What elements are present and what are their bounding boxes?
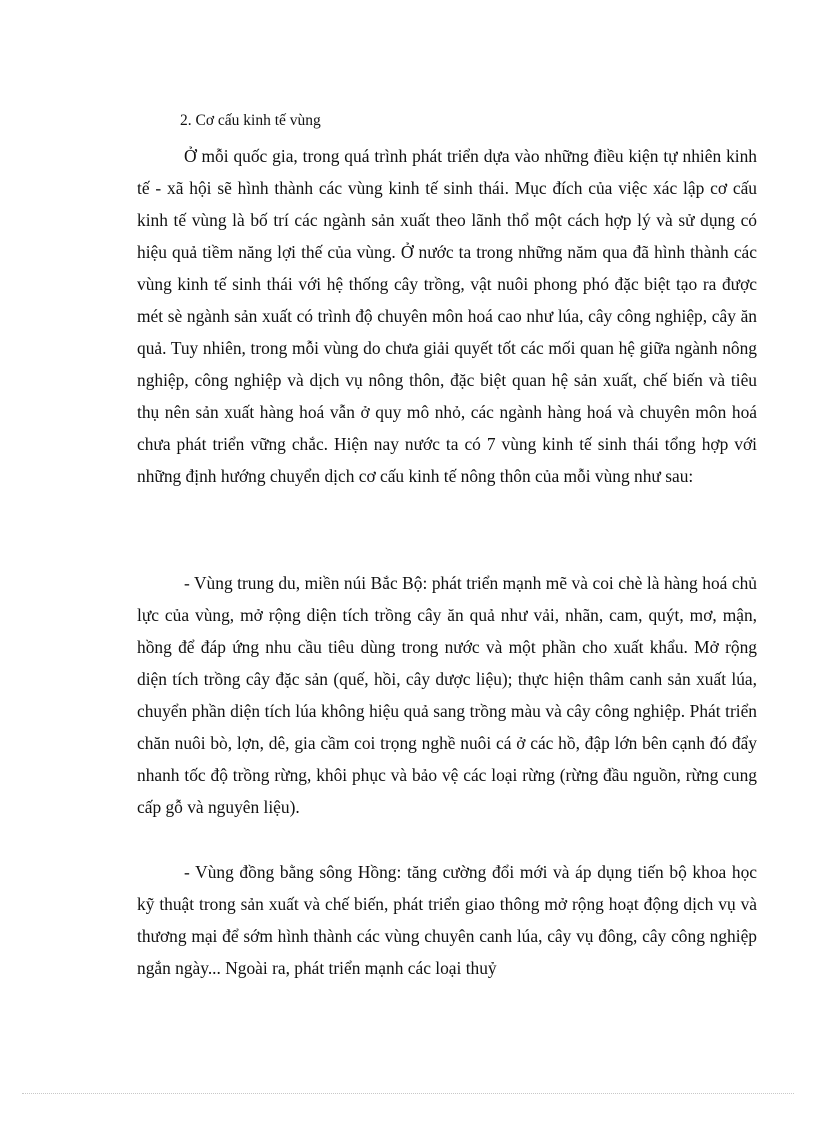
page-bottom-divider [22,1093,794,1094]
paragraph-intro: Ở mỗi quốc gia, trong quá trình phát triển dựa vào những điều kiện tự nhiên kinh tế - xã hội sẽ hình thành các vùng kinh tế sinh thái. Mục đích của việc xác lập cơ cấu kinh tế vùng là bố trí các ngành sản xuất theo lãnh thổ một cách hợp lý và sử dụng có hiệu quả tiềm năng lợi thế của vùng. Ở nước ta trong những năm qua đã hình thành các vùng kinh tế sinh thái với hệ thống cây trồng, vật nuôi phong phó đặc biệt tạo ra được mét sè ngành sản xuất có trình độ chuyên môn hoá cao như lúa, cây công nghiệp, cây ăn quả. Tuy nhiên, trong mỗi vùng do chưa giải quyết tốt các mối quan hệ giữa ngành nông nghiệp, công nghiệp và dịch vụ nông thôn, đặc biệt quan hệ sản xuất, chế biến và tiêu thụ nên sản xuất hàng hoá vẫn ở quy mô nhỏ, các ngành hàng hoá và chuyên môn hoá chưa phát triển vững chắc. Hiện nay nước ta có 7 vùng kinh tế sinh thái tổng hợp với những định hướng chuyển dịch cơ cấu kinh tế nông thôn của mỗi vùng như sau: [137,146,757,486]
paragraph-red-river-delta: - Vùng đồng bằng sông Hồng: tăng cường đổi mới và áp dụng tiến bộ khoa học kỹ thuật trong sản xuất và chế biến, phát triển giao thông mở rộng hoạt động dịch vụ và thương mại để sớm hình thành các vùng chuyên canh lúa, cây vụ đông, cây công nghiệp ngắn ngày... Ngoài ra, phát triển mạnh các loại thuỷ [137,862,757,978]
section-heading: 2. Cơ cấu kinh tế vùng [180,112,321,129]
paragraph-northern-midlands: - Vùng trung du, miền núi Bắc Bộ: phát triển mạnh mẽ và coi chè là hàng hoá chủ lực của vùng, mở rộng diện tích trồng cây ăn quả như vải, nhãn, cam, quýt, mơ, mận, hồng để đáp ứng nhu cầu tiêu dùng trong nước và một phần cho xuất khẩu. Mở rộng diện tích trồng cây đặc sản (quế, hồi, cây dược liệu); thực hiện thâm canh sản xuất lúa, chuyển phần diện tích lúa không hiệu quả sang trồng màu và cây công nghiệp. Phát triển chăn nuôi bò, lợn, dê, gia cầm coi trọng nghề nuôi cá ở các hồ, đập lớn bên cạnh đó đẩy nhanh tốc độ trồng rừng, khôi phục và bảo vệ các loại rừng (rừng đầu nguồn, rừng cung cấp gỗ và nguyên liệu). [137,573,757,817]
